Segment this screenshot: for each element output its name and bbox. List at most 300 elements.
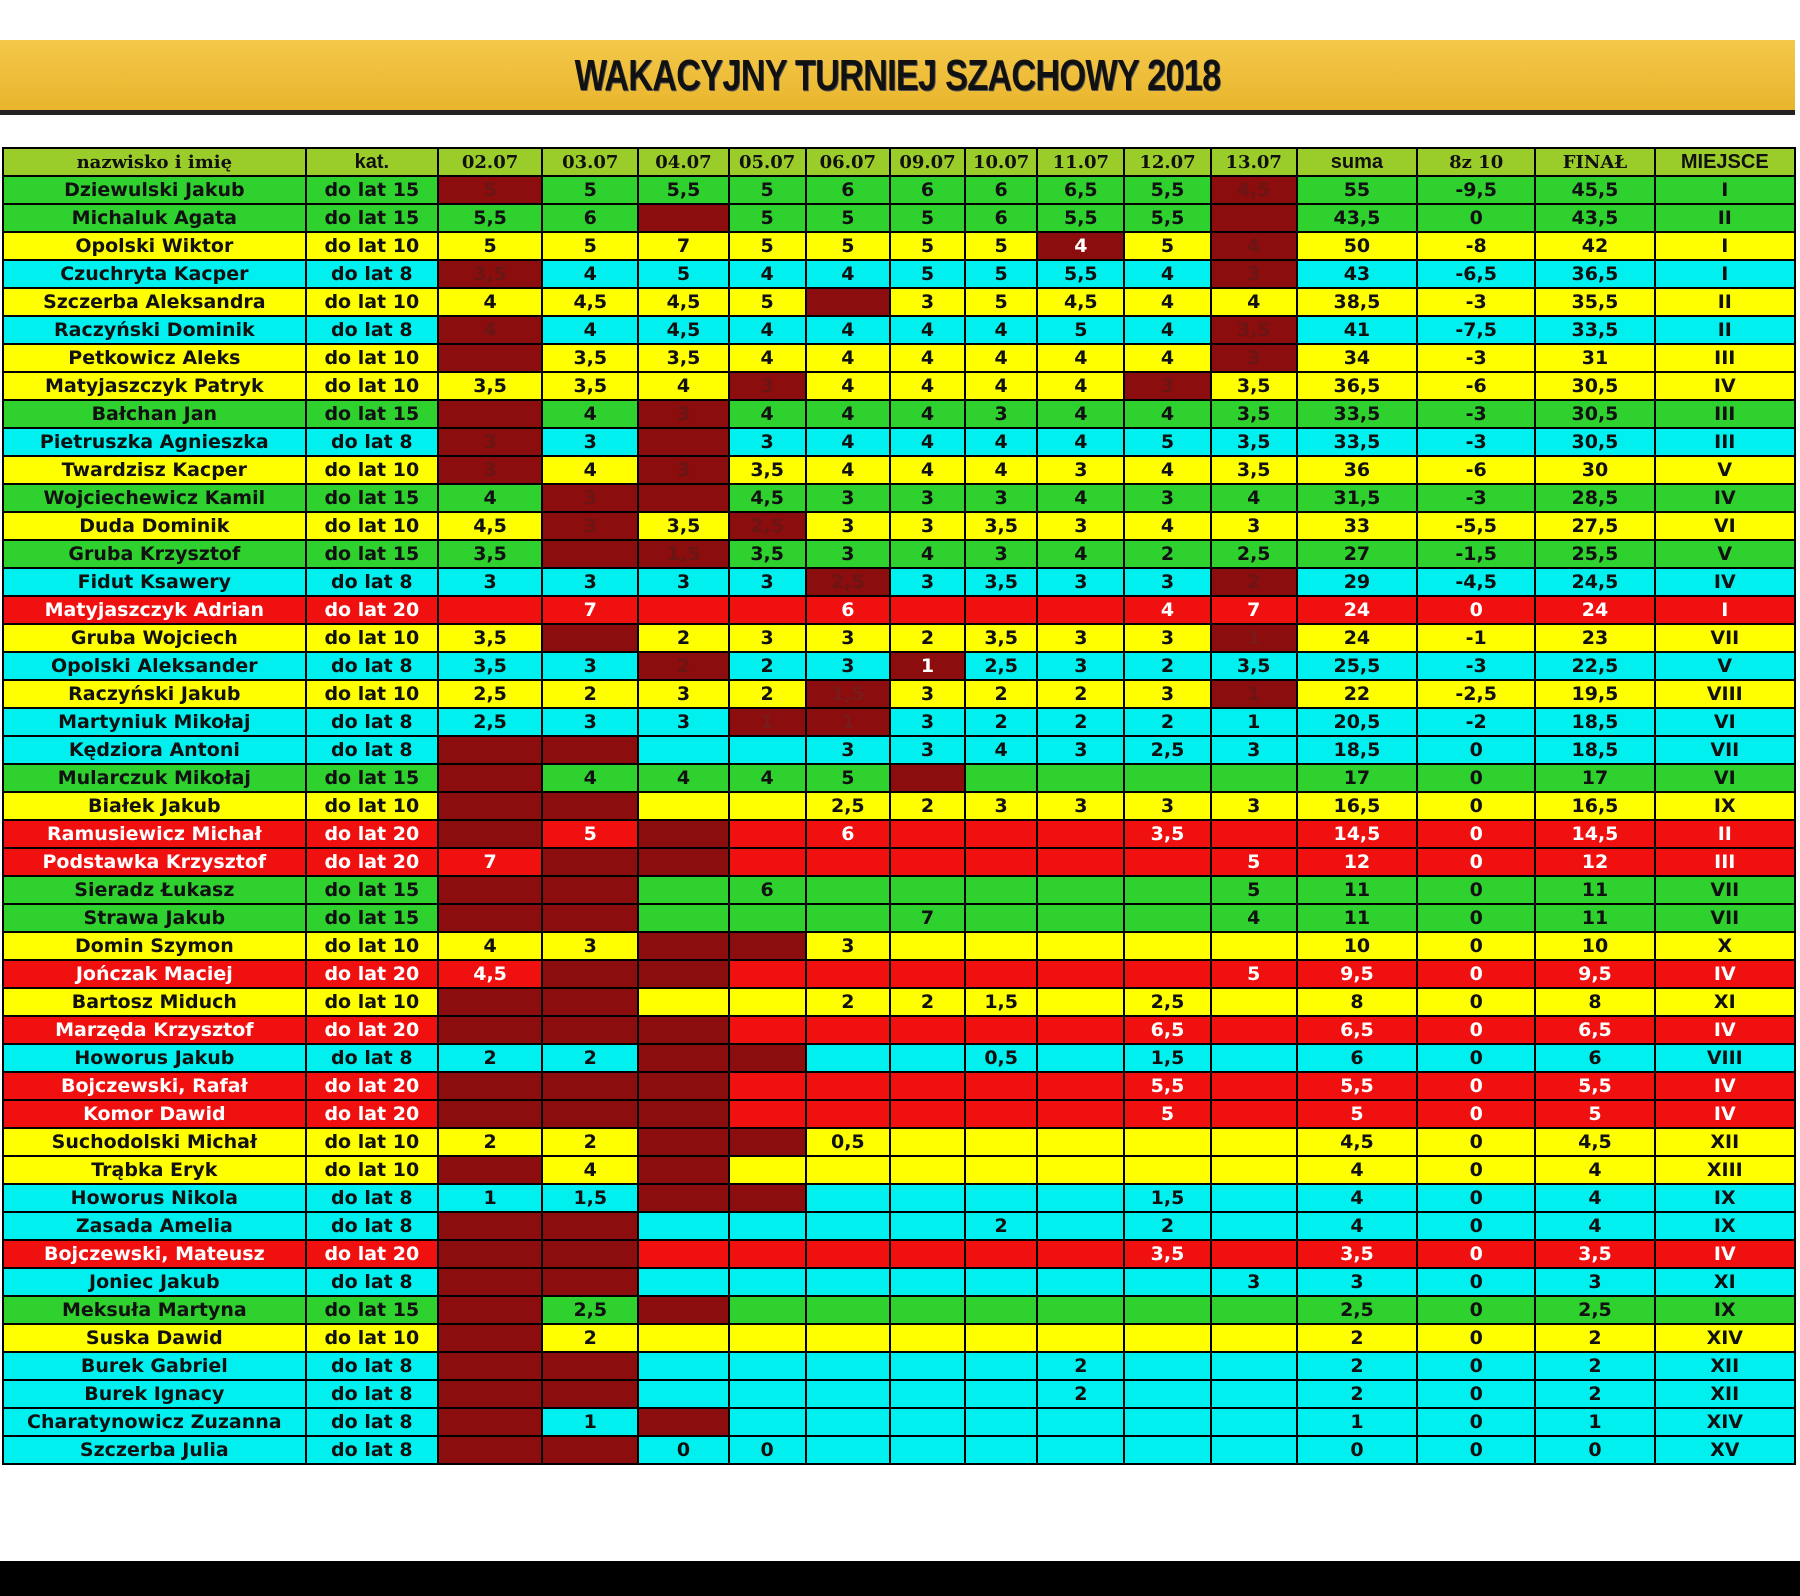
- best-8-cell: -4,5: [1417, 568, 1535, 596]
- place-cell: I: [1655, 260, 1795, 288]
- score-cell: 4: [806, 260, 890, 288]
- score-cell: [1037, 904, 1124, 932]
- best-8-cell: -3: [1417, 400, 1535, 428]
- sum-cell: 36,5: [1297, 372, 1417, 400]
- score-cell: [806, 1268, 890, 1296]
- player-name: Gruba Krzysztof: [3, 540, 306, 568]
- score-cell: 4: [965, 736, 1037, 764]
- discarded-score-cell: [806, 288, 890, 316]
- discarded-score-cell: [438, 736, 542, 764]
- sum-cell: 5: [1297, 1100, 1417, 1128]
- score-cell: [638, 1352, 728, 1380]
- discarded-score-cell: [438, 1268, 542, 1296]
- place-cell: XI: [1655, 988, 1795, 1016]
- page-title: WAKACYJNY TURNIEJ SZACHOWY 2018: [574, 51, 1221, 100]
- table-row: [3, 568, 1795, 596]
- score-cell: 5,5: [1037, 260, 1124, 288]
- score-cell: 4: [1037, 372, 1124, 400]
- table-row: [3, 456, 1795, 484]
- category-cell: do lat 15: [306, 764, 438, 792]
- discarded-score-cell: [438, 1100, 542, 1128]
- best-8-cell: 0: [1417, 736, 1535, 764]
- best-8-cell: 0: [1417, 1072, 1535, 1100]
- score-cell: [1037, 1408, 1124, 1436]
- score-cell: 3: [729, 428, 806, 456]
- score-cell: [1211, 1016, 1297, 1044]
- score-cell: [890, 1352, 965, 1380]
- score-cell: 3,5: [1124, 820, 1210, 848]
- score-cell: 2,5: [1124, 736, 1210, 764]
- score-cell: [638, 596, 728, 624]
- player-name: Marzęda Krzysztof: [3, 1016, 306, 1044]
- score-cell: 3,5: [1211, 400, 1297, 428]
- sum-cell: 16,5: [1297, 792, 1417, 820]
- score-cell: 3: [890, 568, 965, 596]
- player-name: Raczyński Jakub: [3, 680, 306, 708]
- player-name: Raczyński Dominik: [3, 316, 306, 344]
- final-cell: 23: [1535, 624, 1654, 652]
- best-8-cell: 0: [1417, 596, 1535, 624]
- score-cell: [890, 1436, 965, 1464]
- score-cell: 2,5: [438, 680, 542, 708]
- discarded-score-cell: 3: [438, 428, 542, 456]
- score-cell: 3: [1124, 484, 1210, 512]
- table-row: [3, 1072, 1795, 1100]
- score-cell: 3: [638, 568, 728, 596]
- category-cell: do lat 8: [306, 428, 438, 456]
- score-cell: [1124, 1156, 1210, 1184]
- discarded-score-cell: [542, 1268, 638, 1296]
- final-cell: 28,5: [1535, 484, 1654, 512]
- category-cell: do lat 10: [306, 1128, 438, 1156]
- score-cell: [806, 1296, 890, 1324]
- score-cell: [638, 1324, 728, 1352]
- discarded-score-cell: [542, 1016, 638, 1044]
- discarded-score-cell: [542, 1352, 638, 1380]
- score-cell: 6,5: [1037, 176, 1124, 204]
- table-row: [3, 1184, 1795, 1212]
- final-cell: 22,5: [1535, 652, 1654, 680]
- score-cell: 4: [806, 344, 890, 372]
- score-cell: 2: [965, 708, 1037, 736]
- place-cell: IV: [1655, 484, 1795, 512]
- score-cell: [1124, 904, 1210, 932]
- best-8-cell: 0: [1417, 988, 1535, 1016]
- score-cell: 4: [1124, 456, 1210, 484]
- score-cell: [890, 1296, 965, 1324]
- score-cell: 5: [890, 204, 965, 232]
- place-cell: VII: [1655, 904, 1795, 932]
- category-cell: do lat 20: [306, 1016, 438, 1044]
- score-cell: 2: [1124, 540, 1210, 568]
- score-cell: [1037, 1044, 1124, 1072]
- best-8-cell: 0: [1417, 876, 1535, 904]
- score-cell: 3: [890, 736, 965, 764]
- score-cell: [965, 960, 1037, 988]
- score-cell: 1,5: [965, 988, 1037, 1016]
- score-cell: 2: [438, 1044, 542, 1072]
- player-name: Szczerba Aleksandra: [3, 288, 306, 316]
- best-8-cell: 0: [1417, 1212, 1535, 1240]
- player-name: Howorus Jakub: [3, 1044, 306, 1072]
- discarded-score-cell: [890, 764, 965, 792]
- final-cell: 8: [1535, 988, 1654, 1016]
- score-cell: 4: [1211, 484, 1297, 512]
- header-category: kat.: [306, 148, 438, 176]
- score-cell: 2: [1124, 652, 1210, 680]
- discarded-score-cell: [438, 904, 542, 932]
- category-cell: do lat 20: [306, 1240, 438, 1268]
- sum-cell: 9,5: [1297, 960, 1417, 988]
- place-cell: I: [1655, 176, 1795, 204]
- final-cell: 2: [1535, 1324, 1654, 1352]
- score-cell: [1037, 1324, 1124, 1352]
- category-cell: do lat 10: [306, 624, 438, 652]
- final-cell: 18,5: [1535, 708, 1654, 736]
- score-cell: 4,5: [1037, 288, 1124, 316]
- discarded-score-cell: 3,5: [438, 260, 542, 288]
- place-cell: III: [1655, 428, 1795, 456]
- score-cell: [965, 1380, 1037, 1408]
- category-cell: do lat 20: [306, 848, 438, 876]
- best-8-cell: 0: [1417, 204, 1535, 232]
- score-cell: [1211, 1324, 1297, 1352]
- sum-cell: 3: [1297, 1268, 1417, 1296]
- table-row: [3, 512, 1795, 540]
- discarded-score-cell: [542, 1240, 638, 1268]
- category-cell: do lat 10: [306, 1324, 438, 1352]
- best-8-cell: -3: [1417, 652, 1535, 680]
- score-cell: [806, 1184, 890, 1212]
- score-cell: 5: [1211, 960, 1297, 988]
- place-cell: VIII: [1655, 680, 1795, 708]
- score-cell: [965, 1268, 1037, 1296]
- score-cell: 7: [542, 596, 638, 624]
- discarded-score-cell: [638, 1408, 728, 1436]
- score-cell: 4: [1124, 512, 1210, 540]
- final-cell: 11: [1535, 876, 1654, 904]
- score-cell: 3: [890, 512, 965, 540]
- score-cell: 3: [438, 568, 542, 596]
- player-name: Dziewulski Jakub: [3, 176, 306, 204]
- score-cell: 3: [890, 708, 965, 736]
- sum-cell: 2,5: [1297, 1296, 1417, 1324]
- score-cell: 2: [965, 1212, 1037, 1240]
- category-cell: do lat 10: [306, 372, 438, 400]
- score-cell: 5,5: [1124, 204, 1210, 232]
- category-cell: do lat 15: [306, 484, 438, 512]
- player-name: Domin Szymon: [3, 932, 306, 960]
- final-cell: 6,5: [1535, 1016, 1654, 1044]
- best-8-cell: -3: [1417, 484, 1535, 512]
- player-name: Bojczewski, Rafał: [3, 1072, 306, 1100]
- score-cell: [638, 904, 728, 932]
- score-cell: 4: [1037, 484, 1124, 512]
- place-cell: VIII: [1655, 1044, 1795, 1072]
- discarded-score-cell: 1: [1211, 624, 1297, 652]
- sum-cell: 33,5: [1297, 428, 1417, 456]
- place-cell: II: [1655, 316, 1795, 344]
- discarded-score-cell: [542, 1072, 638, 1100]
- score-cell: 3: [1124, 624, 1210, 652]
- score-cell: [965, 1352, 1037, 1380]
- best-8-cell: 0: [1417, 1380, 1535, 1408]
- category-cell: do lat 8: [306, 1436, 438, 1464]
- score-cell: 5: [890, 232, 965, 260]
- discarded-score-cell: [542, 1212, 638, 1240]
- score-cell: 3,5: [1211, 428, 1297, 456]
- best-8-cell: -1,5: [1417, 540, 1535, 568]
- discarded-score-cell: [438, 1240, 542, 1268]
- score-cell: [1037, 1128, 1124, 1156]
- score-cell: [438, 596, 542, 624]
- score-cell: 6: [965, 176, 1037, 204]
- score-cell: 4,5: [542, 288, 638, 316]
- score-cell: 5: [542, 176, 638, 204]
- category-cell: do lat 8: [306, 708, 438, 736]
- score-cell: [638, 792, 728, 820]
- best-8-cell: 0: [1417, 848, 1535, 876]
- final-cell: 12: [1535, 848, 1654, 876]
- best-8-cell: 0: [1417, 904, 1535, 932]
- score-cell: [890, 932, 965, 960]
- score-cell: 3: [638, 708, 728, 736]
- sum-cell: 25,5: [1297, 652, 1417, 680]
- score-cell: 4: [806, 400, 890, 428]
- sum-cell: 43,5: [1297, 204, 1417, 232]
- score-cell: 5: [1124, 232, 1210, 260]
- header-date: 03.07: [542, 148, 638, 176]
- score-cell: 5: [890, 260, 965, 288]
- score-cell: 4: [965, 428, 1037, 456]
- final-cell: 10: [1535, 932, 1654, 960]
- score-cell: [965, 932, 1037, 960]
- table-row: [3, 1044, 1795, 1072]
- score-cell: 6: [806, 176, 890, 204]
- final-cell: 11: [1535, 904, 1654, 932]
- score-cell: 5: [965, 232, 1037, 260]
- discarded-score-cell: [729, 1044, 806, 1072]
- score-cell: [1037, 596, 1124, 624]
- score-cell: 4: [1124, 596, 1210, 624]
- final-cell: 33,5: [1535, 316, 1654, 344]
- score-cell: 3: [1037, 624, 1124, 652]
- score-cell: 3: [965, 400, 1037, 428]
- category-cell: do lat 15: [306, 176, 438, 204]
- table-row: [3, 400, 1795, 428]
- sum-cell: 4: [1297, 1212, 1417, 1240]
- score-cell: 3: [729, 568, 806, 596]
- final-cell: 4: [1535, 1212, 1654, 1240]
- best-8-cell: -5,5: [1417, 512, 1535, 540]
- score-cell: 3: [1037, 568, 1124, 596]
- discarded-score-cell: 1: [806, 708, 890, 736]
- table-row: [3, 988, 1795, 1016]
- score-cell: [1124, 876, 1210, 904]
- sum-cell: 3,5: [1297, 1240, 1417, 1268]
- score-cell: [965, 848, 1037, 876]
- table-row: [3, 1408, 1795, 1436]
- sum-cell: 18,5: [1297, 736, 1417, 764]
- header-place: MIEJSCE: [1655, 148, 1795, 176]
- place-cell: IV: [1655, 960, 1795, 988]
- score-cell: [1211, 820, 1297, 848]
- score-cell: [1037, 1072, 1124, 1100]
- score-cell: [1211, 1184, 1297, 1212]
- player-name: Suchodolski Michał: [3, 1128, 306, 1156]
- score-cell: [806, 1352, 890, 1380]
- score-cell: 5: [542, 820, 638, 848]
- score-cell: 6: [890, 176, 965, 204]
- sum-cell: 12: [1297, 848, 1417, 876]
- score-cell: 3,5: [965, 512, 1037, 540]
- category-cell: do lat 8: [306, 1352, 438, 1380]
- discarded-score-cell: [638, 820, 728, 848]
- score-cell: 2: [1037, 680, 1124, 708]
- table-row: [3, 764, 1795, 792]
- score-cell: 3: [542, 652, 638, 680]
- discarded-score-cell: [542, 1436, 638, 1464]
- score-cell: [729, 820, 806, 848]
- sum-cell: 33: [1297, 512, 1417, 540]
- score-cell: 1: [1211, 708, 1297, 736]
- score-cell: 3: [806, 736, 890, 764]
- score-cell: 4: [1124, 288, 1210, 316]
- sum-cell: 17: [1297, 764, 1417, 792]
- table-row: [3, 1212, 1795, 1240]
- score-cell: 7: [890, 904, 965, 932]
- final-cell: 4: [1535, 1184, 1654, 1212]
- score-cell: 0,5: [965, 1044, 1037, 1072]
- final-cell: 19,5: [1535, 680, 1654, 708]
- table-row: [3, 876, 1795, 904]
- discarded-score-cell: [438, 876, 542, 904]
- score-cell: 5: [729, 288, 806, 316]
- place-cell: V: [1655, 540, 1795, 568]
- score-cell: 3: [965, 540, 1037, 568]
- place-cell: IV: [1655, 372, 1795, 400]
- score-cell: [1211, 1240, 1297, 1268]
- header-date: 06.07: [806, 148, 890, 176]
- score-cell: [806, 904, 890, 932]
- score-cell: 2: [890, 988, 965, 1016]
- score-cell: 4: [1211, 288, 1297, 316]
- score-cell: 4: [806, 316, 890, 344]
- table-row: [3, 960, 1795, 988]
- final-cell: 30,5: [1535, 400, 1654, 428]
- score-cell: 5: [729, 176, 806, 204]
- score-cell: [729, 1156, 806, 1184]
- score-cell: [890, 1100, 965, 1128]
- score-cell: 4: [1124, 316, 1210, 344]
- score-cell: 2: [1124, 1212, 1210, 1240]
- score-cell: 4: [1124, 260, 1210, 288]
- score-cell: 3,5: [638, 344, 728, 372]
- bottom-bar: [0, 1561, 1800, 1596]
- category-cell: do lat 20: [306, 596, 438, 624]
- score-cell: 3: [965, 484, 1037, 512]
- final-cell: 24,5: [1535, 568, 1654, 596]
- score-cell: 5: [806, 204, 890, 232]
- table-row: [3, 1352, 1795, 1380]
- discarded-score-cell: [438, 1072, 542, 1100]
- player-name: Białek Jakub: [3, 792, 306, 820]
- score-cell: 1,5: [1124, 1044, 1210, 1072]
- final-cell: 30,5: [1535, 372, 1654, 400]
- table-row: [3, 316, 1795, 344]
- score-cell: [890, 1016, 965, 1044]
- sum-cell: 8: [1297, 988, 1417, 1016]
- score-cell: [890, 596, 965, 624]
- sum-cell: 50: [1297, 232, 1417, 260]
- best-8-cell: 0: [1417, 960, 1535, 988]
- score-cell: [1037, 1156, 1124, 1184]
- score-cell: [890, 1156, 965, 1184]
- score-cell: 4: [542, 1156, 638, 1184]
- score-cell: 4: [890, 344, 965, 372]
- discarded-score-cell: [438, 988, 542, 1016]
- table-row: [3, 176, 1795, 204]
- header-row: [3, 148, 1795, 176]
- score-cell: [1211, 1296, 1297, 1324]
- discarded-score-cell: [438, 1408, 542, 1436]
- place-cell: IV: [1655, 568, 1795, 596]
- best-8-cell: 0: [1417, 1408, 1535, 1436]
- score-cell: 0: [729, 1436, 806, 1464]
- header-name: nazwisko i imię: [3, 148, 306, 176]
- score-cell: [1037, 988, 1124, 1016]
- table-row: [3, 1128, 1795, 1156]
- sum-cell: 31,5: [1297, 484, 1417, 512]
- score-cell: [1124, 1324, 1210, 1352]
- player-name: Charatynowicz Zuzanna: [3, 1408, 306, 1436]
- score-cell: 4: [542, 400, 638, 428]
- discarded-score-cell: [438, 792, 542, 820]
- category-cell: do lat 10: [306, 988, 438, 1016]
- score-cell: 3,5: [438, 372, 542, 400]
- final-cell: 0: [1535, 1436, 1654, 1464]
- category-cell: do lat 15: [306, 904, 438, 932]
- player-name: Fidut Ksawery: [3, 568, 306, 596]
- discarded-score-cell: [542, 960, 638, 988]
- score-cell: 2: [638, 624, 728, 652]
- discarded-score-cell: 3: [542, 512, 638, 540]
- score-cell: [890, 1268, 965, 1296]
- score-cell: [890, 1212, 965, 1240]
- discarded-score-cell: [542, 624, 638, 652]
- score-cell: [1211, 1156, 1297, 1184]
- header-date: 05.07: [729, 148, 806, 176]
- score-cell: 4: [965, 456, 1037, 484]
- discarded-score-cell: 4: [1211, 232, 1297, 260]
- score-cell: 0,5: [806, 1128, 890, 1156]
- score-cell: [638, 1268, 728, 1296]
- category-cell: do lat 10: [306, 456, 438, 484]
- score-cell: 5: [806, 232, 890, 260]
- category-cell: do lat 10: [306, 232, 438, 260]
- score-cell: 2: [806, 988, 890, 1016]
- best-8-cell: -3: [1417, 344, 1535, 372]
- best-8-cell: 0: [1417, 1352, 1535, 1380]
- score-cell: 5: [965, 260, 1037, 288]
- score-cell: 0: [638, 1436, 728, 1464]
- score-cell: [1037, 1212, 1124, 1240]
- score-cell: 3: [1124, 680, 1210, 708]
- score-cell: 3: [542, 708, 638, 736]
- score-cell: 4: [729, 316, 806, 344]
- score-cell: 3,5: [1211, 652, 1297, 680]
- sum-cell: 11: [1297, 876, 1417, 904]
